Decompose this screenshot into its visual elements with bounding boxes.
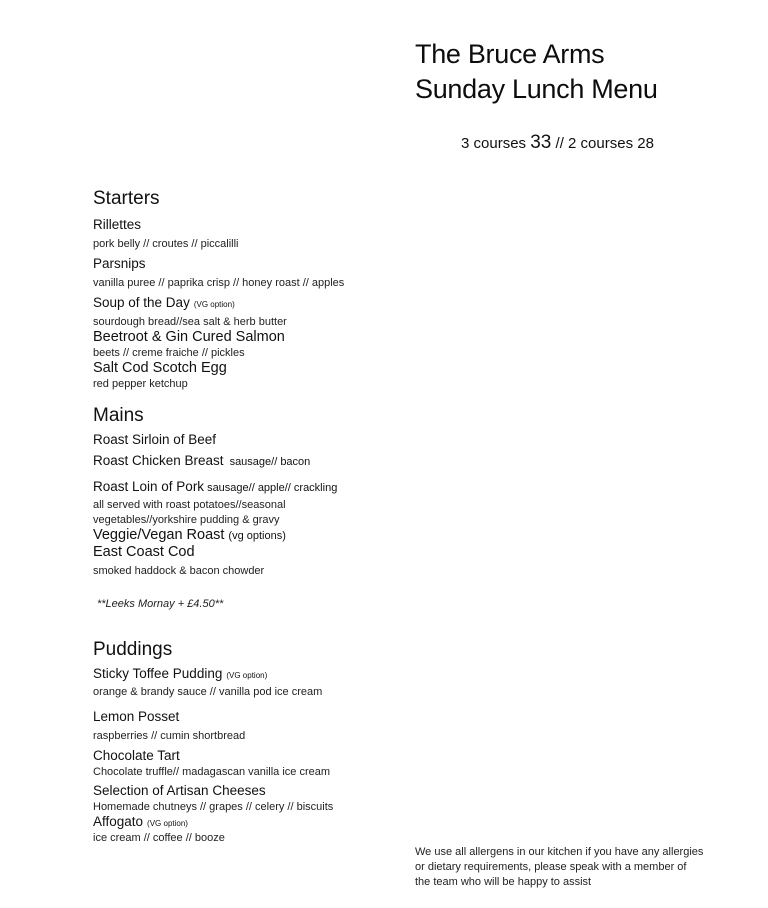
- dish-name: Sticky Toffee Pudding: [93, 666, 223, 681]
- pricing-separator: //: [555, 135, 564, 152]
- dish-name: Roast Loin of Pork: [93, 479, 205, 494]
- dish-name: Parsnips: [93, 256, 146, 271]
- dish-name: Roast Chicken Breast: [93, 453, 224, 468]
- three-course-price: 33: [530, 132, 552, 153]
- dish-name: East Coast Cod: [93, 544, 195, 560]
- dish-description: vanilla puree // paprika crisp // honey roast // apples: [93, 277, 345, 289]
- allergen-notice-line: or dietary requirements, please speak with a member of: [415, 861, 687, 873]
- dish-inline-description: sausage// apple// crackling: [207, 482, 338, 494]
- dish-description: ice cream // coffee // booze: [93, 832, 225, 844]
- dish-name: Veggie/Vegan Roast: [93, 527, 225, 543]
- restaurant-name: The Bruce Arms: [415, 39, 605, 69]
- allergen-notice: [415, 845, 703, 890]
- dish-description: pork belly // croutes // piccalilli: [93, 238, 239, 250]
- dish-description: orange & brandy sauce // vanilla pod ice cream: [93, 686, 323, 698]
- menu-title: Sunday Lunch Menu: [415, 74, 658, 104]
- dish-description: beets // creme fraiche // pickles: [93, 347, 245, 359]
- dish-name: Lemon Posset: [93, 709, 180, 724]
- puddings-heading: Puddings: [93, 639, 173, 660]
- dietary-note: (vg options): [228, 530, 286, 542]
- mains-heading: Mains: [93, 405, 144, 426]
- dish-description: sourdough bread//sea salt & herb butter: [93, 316, 287, 328]
- side-extra: **Leeks Mornay + £4.50**: [97, 598, 224, 610]
- dish-veggie: [93, 527, 286, 543]
- dish-pork: [93, 479, 337, 494]
- dietary-note: (VG option): [193, 300, 235, 309]
- three-course-label: 3 courses: [461, 135, 527, 152]
- dish-name: Soup of the Day: [93, 295, 190, 310]
- dish-description: raspberries // cumin shortbread: [93, 730, 246, 742]
- dish-soup: [93, 295, 235, 310]
- two-course-price: 28: [637, 135, 654, 152]
- dish-chicken: [93, 453, 310, 468]
- two-course-label: 2 courses: [568, 135, 634, 152]
- dish-name: Affogato: [93, 814, 144, 829]
- dish-name: Rillettes: [93, 217, 142, 232]
- allergen-notice-line: the team who will be happy to assist: [415, 876, 592, 888]
- dish-description: Homemade chutneys // grapes // celery // biscuits: [93, 801, 334, 813]
- dish-inline-description: sausage// bacon: [229, 456, 311, 468]
- dish-sticky-toffee: [93, 666, 267, 681]
- allergen-notice-line: We use all allergens in our kitchen if you have any allergies: [415, 846, 704, 858]
- dish-description: Chocolate truffle// madagascan vanilla ice cream: [93, 766, 331, 778]
- dish-name: Salt Cod Scotch Egg: [93, 360, 227, 376]
- dish-name: Roast Sirloin of Beef: [93, 432, 217, 447]
- dish-affogato: [93, 814, 188, 829]
- dietary-note: (VG option): [147, 819, 188, 828]
- dish-description: smoked haddock & bacon chowder: [93, 565, 265, 577]
- starters-heading: Starters: [93, 188, 160, 209]
- course-pricing: [461, 132, 654, 154]
- served-with-line-2: vegetables//yorkshire pudding & gravy: [93, 514, 280, 526]
- served-with-line-1: all served with roast potatoes//seasonal: [93, 499, 286, 511]
- dish-name: Chocolate Tart: [93, 748, 180, 763]
- dish-description: red pepper ketchup: [93, 378, 188, 390]
- dish-name: Beetroot & Gin Cured Salmon: [93, 329, 285, 345]
- dietary-note: (VG option): [226, 671, 268, 680]
- dish-name: Selection of Artisan Cheeses: [93, 783, 266, 798]
